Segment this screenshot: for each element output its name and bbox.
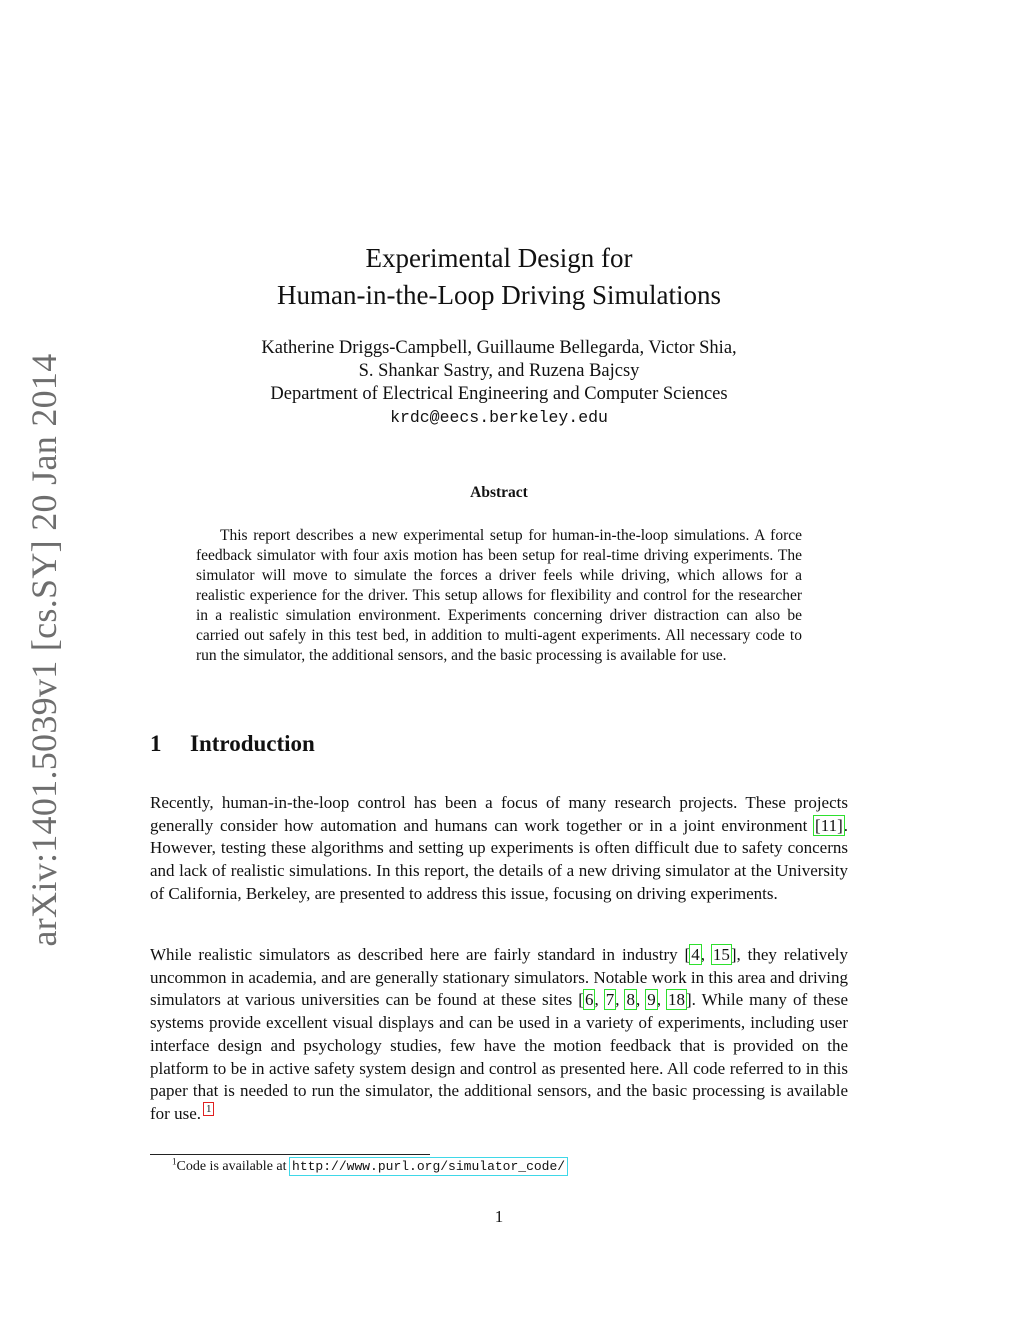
citation-link-18[interactable]: 18 xyxy=(668,990,686,1010)
title-line-2: Human-in-the-Loop Driving Simulations xyxy=(277,280,721,310)
footnote-mark-link[interactable]: 1 xyxy=(205,1103,212,1116)
footnote-number: 1 xyxy=(172,1156,177,1167)
para2-text-7: , xyxy=(656,990,668,1010)
footnote-divider xyxy=(150,1154,430,1155)
intro-paragraph-2 xyxy=(150,944,848,1126)
para2-text-6: , xyxy=(635,990,647,1010)
authors-line-2: S. Shankar Sastry, and Ruzena Bajcsy xyxy=(358,361,640,381)
footnote-url-link[interactable]: http://www.purl.org/simulator_code/ xyxy=(292,1159,566,1174)
page-number: 1 xyxy=(494,1207,504,1226)
para2-text-2: , xyxy=(700,945,712,964)
paper-title xyxy=(150,240,848,314)
abstract-text: This report describes a new experimental setup for human-in-the-loop simulations. A force feedback simulator with four axis motion has been setup for real-time driving experiments. The simulator will move to simulate the forces a driver feels while driving, which allows for a realistic experience for the driver. This setup allows for flexibility and control for the researcher in a realistic simulation environment. Experiments concerning driver distraction can also be carried out safely in this test bed, in addition to multi-agent experiments. All necessary code to run the simulator, the additional sensors, and the basic processing is available for use. xyxy=(196,527,802,664)
para2-text-4: , xyxy=(594,990,605,1010)
para2-text-1: While realistic simulators as described here are fairly standard in industry [ xyxy=(150,945,691,964)
citation-link-4[interactable]: 4 xyxy=(691,945,700,964)
para2-text-8: ]. While many of these systems provide excellent visual displays and can be used in a variety of experiments, including user interface design and psychology studies, few have the motion feedback that is provided on the platform to be in active safety system design and control as presented here. All code referred to in this paper that is needed to run the simulator, the additional sensors, and the basic processing is available for use. xyxy=(150,990,849,1123)
authors-line-1: Katherine Driggs-Campbell, Guillaume Bellegarda, Victor Shia, xyxy=(261,338,737,358)
para2-text-3: ], they relatively uncommon in academia, and are generally stationary simulators. Notable work in this area and driving simulators at various universities can be found at these sites [ xyxy=(150,945,848,1010)
citation-link-15[interactable]: 15 xyxy=(712,945,730,964)
para1-text-2: . However, testing these algorithms and setting up experiments is often difficult due to safety concerns and lack of realistic simulations. In this report, the details of a new driving simulator at the University of California, Berkeley, are presented to address this issue, focusing on driving experiments. xyxy=(150,815,848,903)
section-title: Introduction xyxy=(190,731,315,756)
citation-link-11[interactable]: [11] xyxy=(815,815,843,835)
section-heading-introduction xyxy=(150,731,315,757)
citation-link-7[interactable]: 7 xyxy=(605,990,615,1010)
intro-paragraph-1 xyxy=(150,792,848,906)
title-line-1: Experimental Design for xyxy=(365,243,633,273)
author-email: krdc@eecs.berkeley.edu xyxy=(390,408,608,427)
citation-link-6[interactable]: 6 xyxy=(584,990,594,1010)
affiliation: Department of Electrical Engineering and Computer Sciences xyxy=(270,384,728,404)
citation-link-9[interactable]: 9 xyxy=(647,990,656,1010)
para2-text-5: , xyxy=(615,990,626,1010)
citation-link-8[interactable]: 8 xyxy=(626,990,635,1010)
arxiv-side-stamp: arXiv:1401.5039v1 [cs.SY] 20 Jan 2014 xyxy=(24,353,64,947)
abstract-heading: Abstract xyxy=(470,484,528,501)
para1-text-1: Recently, human-in-the-loop control has been a focus of many research projects. These projects generally consider how automation and humans can work together or in a joint environment xyxy=(150,793,848,835)
footnote xyxy=(172,1157,567,1177)
section-number: 1 xyxy=(150,731,162,756)
footnote-text: Code is available at xyxy=(176,1159,291,1174)
author-block xyxy=(150,337,848,429)
